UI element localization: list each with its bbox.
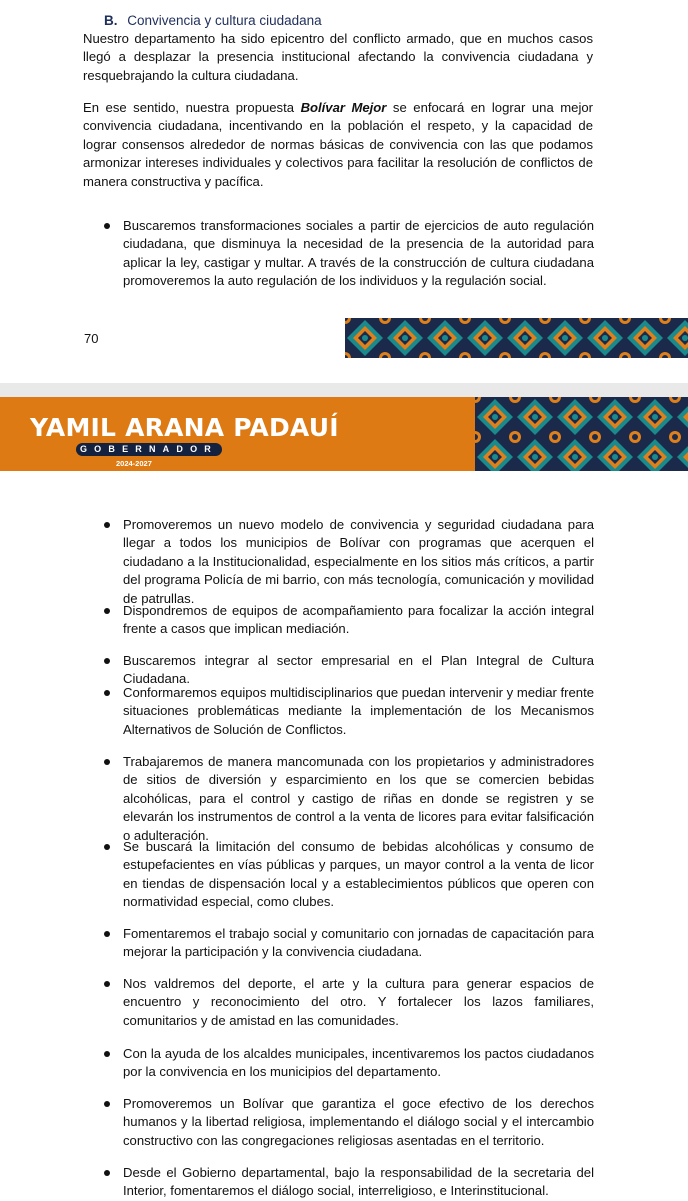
page-number: 70 — [84, 331, 99, 346]
bullet-icon — [104, 981, 110, 987]
list-item-text: Dispondremos de equipos de acompañamiento para focalizar la acción integral frente a casos que implican mediación. — [123, 603, 594, 637]
bullet-icon — [104, 658, 110, 664]
header-banner — [0, 397, 688, 471]
bullet-icon — [104, 690, 110, 696]
bullet-icon — [104, 759, 110, 765]
bullet-icon — [104, 522, 110, 528]
candidate-name: YAMIL ARANA PADAUÍ — [30, 413, 339, 442]
document-page-71 — [0, 397, 688, 1200]
bullet-icon — [104, 1101, 110, 1107]
bullet-icon — [104, 931, 110, 937]
list-item-text: Desde el Gobierno departamental, bajo la responsabilidad de la secretaria del Interior, fomentaremos el diálogo social, interreligioso, e Interinstitucional. — [123, 1165, 594, 1199]
bullet-icon — [104, 844, 110, 850]
list-item-text: Buscaremos integrar al sector empresarial en el Plan Integral de Cultura Ciudadana. — [123, 653, 594, 687]
bullet-icon — [104, 608, 110, 614]
list-item-text: Buscaremos transformaciones sociales a partir de ejercicios de auto regulación ciudadana, que disminuya la necesidad de la presencia de la autoridad para aplicar la ley, castigar y multar. A través de la construcción de cultura ciudadana promoveremos la auto regulación de los individuos y la regulación social. — [123, 218, 594, 289]
ornament-pattern-icon — [475, 397, 688, 471]
list-item-text: Trabajaremos de manera mancomunada con los propietarios y administradores de sitios de diversión y esparcimiento en los que se comercien bebidas alcohólicas, para el control y castigo de riñas en donde se registren y se elevarán los instrumentos de control a la venta de licores para evitar falsificación o adulteración. — [123, 754, 594, 843]
bullet-icon — [104, 223, 110, 229]
list-item-text: Promoveremos un Bolívar que garantiza el goce efectivo de los derechos humanos y la libertad religiosa, implementando el diálogo social y el intercambio constructivo con las congregaciones religiosas asentadas en el territorio. — [123, 1096, 594, 1148]
bullet-icon — [104, 1051, 110, 1057]
list-item-text: Nos valdremos del deporte, el arte y la cultura para generar espacios de encuentro y reconocimiento del otro. Y fortalecer los lazos familiares, comunitarios y de amistad en las comunidades. — [123, 976, 594, 1028]
list-item-text: Promoveremos un nuevo modelo de convivencia y seguridad ciudadana para llegar a todos los municipios de Bolívar con programas que acerquen el ciudadano a la Institucionalidad, especialmente en los sitios más críticos, a partir del programa Policía de mi barrio, con más tecnología, comunicación y movilidad de patrullas. — [123, 517, 594, 606]
list-item-text: Se buscará la limitación del consumo de bebidas alcohólicas y consumo de estupefacientes en vías públicas y parques, un mayor control a la venta de licor en tiendas de dispensación local y a establecimientos públicos que operen con normatividad especial, como clubes. — [123, 839, 594, 910]
section-title: Convivencia y cultura ciudadana — [127, 13, 322, 28]
brand-name: Bolívar Mejor — [300, 100, 387, 115]
list-item-text: Fomentaremos el trabajo social y comunitario con jornadas de capacitación para mejorar la participación y la convivencia ciudadana. — [123, 926, 594, 960]
section-letter: B. — [104, 13, 118, 28]
bullet-icon — [104, 1170, 110, 1176]
list-item-text: Conformaremos equipos multidisciplinarios que puedan intervenir y mediar frente situaciones problemáticas mediante la implementación de los Mecanismos Alternativos de Solución de Conflictos. — [123, 685, 594, 737]
paragraph-2-pre: En ese sentido, nuestra propuesta — [83, 100, 301, 115]
term-years: 2024-2027 — [116, 459, 152, 468]
role-badge: GOBERNADOR — [76, 443, 222, 456]
document-page-70 — [0, 0, 688, 383]
section-heading — [104, 13, 322, 28]
paragraph-2 — [83, 99, 593, 191]
ornament-pattern-icon — [345, 318, 688, 358]
page-separator — [0, 383, 688, 397]
paragraph-2-post: se enfocará en lograr una mejor convivencia ciudadana, incentivando en la población el respeto, y la capacidad de lograr consensos alrededor de normas básicas de convivencia con las que podamos armonizar intereses individuales y colectivos para facilitar la resolución de conflictos de manera constructiva y pacífica. — [83, 100, 593, 189]
paragraph-1: Nuestro departamento ha sido epicentro del conflicto armado, que en muchos casos llegó a desplazar la presencia institucional afectando la convivencia ciudadana y resquebrajando la cultura ciudadana. — [83, 31, 593, 83]
list-item-text: Con la ayuda de los alcaldes municipales, incentivaremos los pactos ciudadanos por la convivencia en los municipios del departamento. — [123, 1046, 594, 1080]
